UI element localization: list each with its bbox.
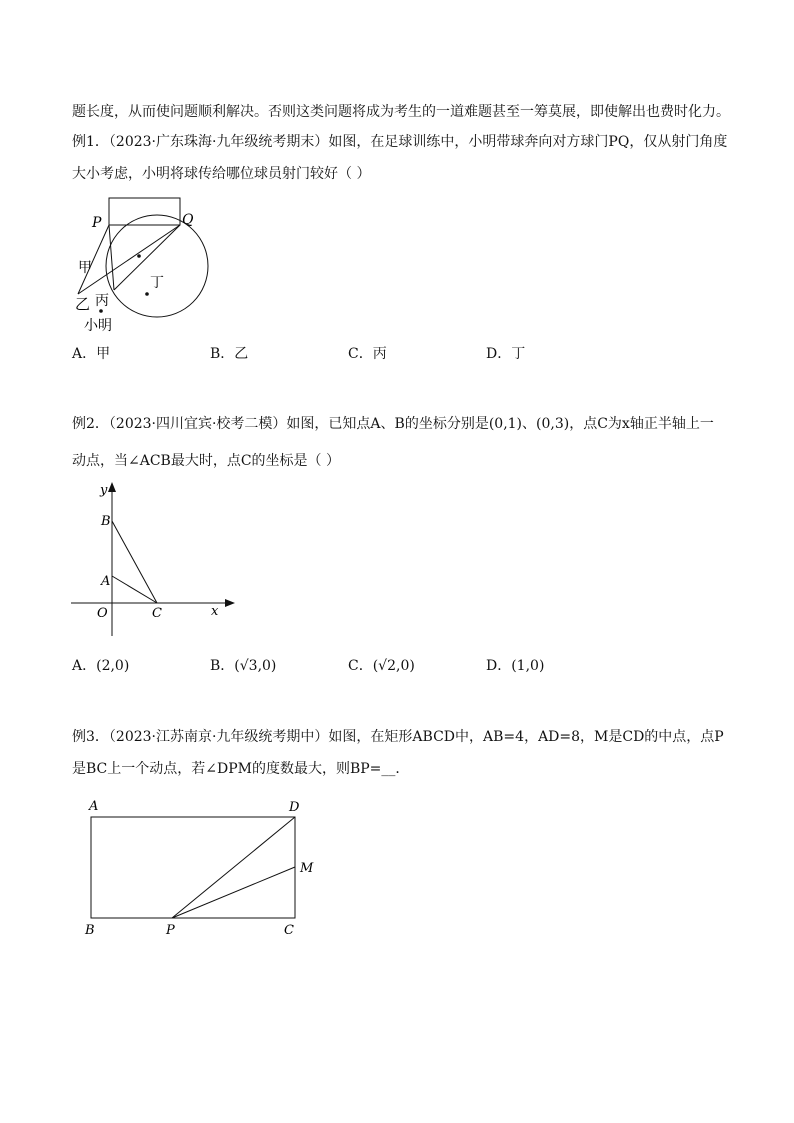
example-1-option-d: D．丁: [486, 346, 526, 362]
label-yi: 乙: [75, 295, 91, 313]
line-bing-p: [109, 225, 114, 290]
example-2-option-c: C．(√2,0): [348, 658, 415, 674]
dot-xiaoming: [99, 309, 103, 313]
example-1-option-b: B．乙: [210, 346, 249, 362]
example-1-figure: [70, 190, 230, 340]
example-3-line-2: 是BC上一个动点，若∠DPM的度数最大，则BP=__．: [72, 761, 410, 777]
label-jia: 甲: [78, 260, 92, 276]
label-x: x: [211, 604, 219, 619]
segment-bc: [112, 521, 157, 603]
label-c: C: [152, 606, 162, 621]
rectangle-abcd: [91, 817, 295, 918]
label-bing: 丙: [95, 293, 109, 309]
example-3-line-1: 例3．（2023·江苏南京·九年级统考期中）如图，在矩形ABCD中，AB=4，AD=8，M是CD的中点，点P: [72, 729, 724, 745]
example-2-line-2: 动点，当∠ACB最大时，点C的坐标是（ ）: [72, 453, 341, 469]
label-p: P: [92, 215, 102, 231]
example-1-option-c: C．丙: [348, 346, 387, 362]
label-a: A: [89, 799, 99, 814]
y-axis-arrow: [108, 482, 116, 492]
line-bing-q: [114, 225, 180, 290]
label-b: B: [101, 514, 111, 529]
example-1-line-2: 大小考虑，小明将球传给哪位球员射门较好（ ）: [72, 166, 371, 182]
segment-ac: [112, 576, 157, 603]
label-xiaoming: 小明: [84, 318, 112, 334]
segment-pm: [172, 867, 295, 918]
example-2-figure: [65, 478, 245, 643]
dot-center: [137, 254, 141, 258]
example-1-line-1: 例1．（2023·广东珠海·九年级统考期末）如图，在足球训练中，小明带球奔向对方球门PQ，仅从射门角度: [72, 134, 728, 150]
label-c: C: [284, 923, 294, 938]
label-b: B: [85, 923, 95, 938]
label-a: A: [101, 574, 111, 589]
segment-pd: [172, 817, 295, 918]
example-2-option-d: D．(1,0): [486, 658, 545, 674]
label-d: D: [289, 800, 300, 815]
intro-line: 题长度，从而使问题顺利解决。否则这类问题将成为考生的一道难题甚至一筹莫展，即使解出也费时化力。: [72, 104, 730, 120]
example-2-option-a: A．(2,0): [72, 658, 130, 674]
label-y: y: [100, 483, 108, 498]
circle: [106, 215, 208, 317]
label-p: P: [166, 923, 175, 938]
label-ding: 丁: [150, 275, 164, 291]
x-axis-arrow: [225, 599, 235, 607]
example-1-option-a: A．甲: [72, 346, 111, 362]
label-o: O: [97, 606, 108, 621]
example-2-option-b: B．(√3,0): [210, 658, 277, 674]
label-m: M: [300, 861, 314, 876]
example-3-figure: [82, 795, 322, 940]
label-q: Q: [182, 212, 194, 228]
goal-rect: [109, 198, 180, 225]
example-2-line-1: 例2．（2023·四川宜宾·校考二模）如图，已知点A、B的坐标分别是(0,1)、(0,3)，点C为x轴正半轴上一: [72, 416, 714, 432]
dot-ding: [145, 292, 149, 296]
